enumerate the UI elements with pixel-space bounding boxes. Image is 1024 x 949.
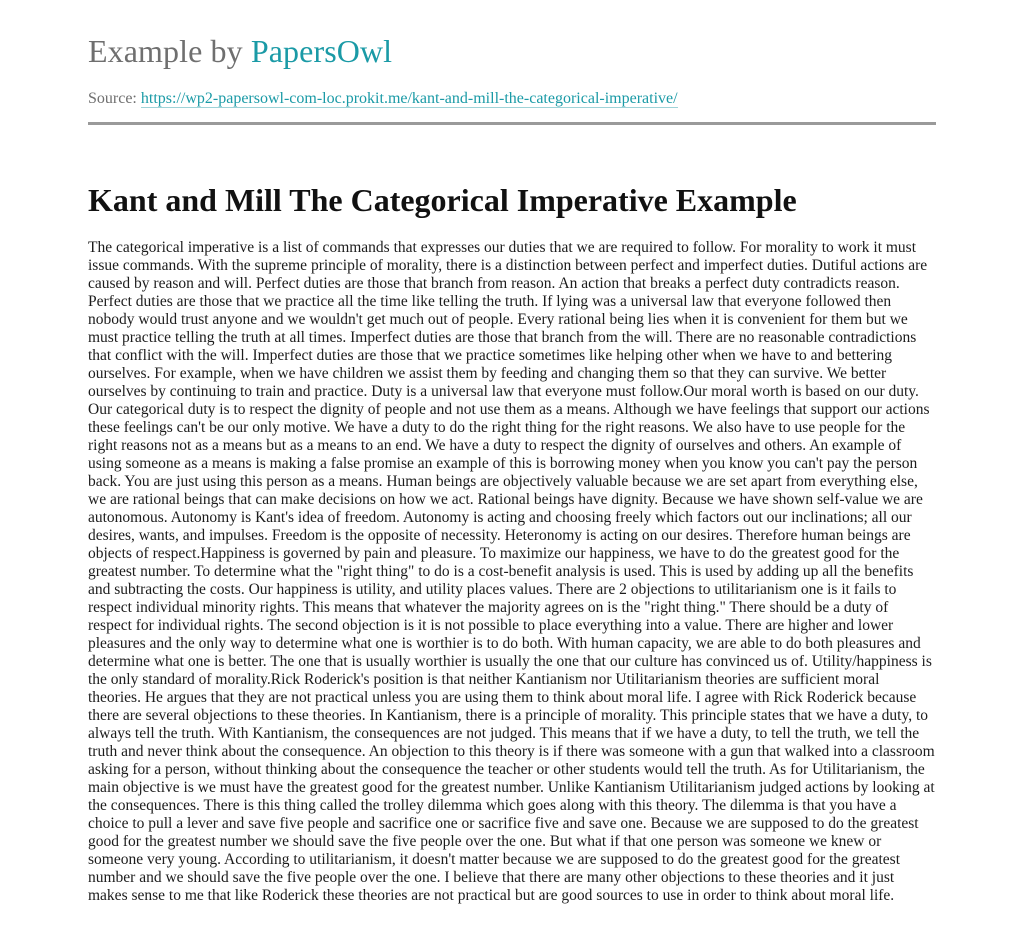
brand-prefix: Example by — [88, 33, 251, 69]
article-title: Kant and Mill The Categorical Imperative Example — [88, 182, 797, 218]
source-link[interactable]: https://wp2-papersowl-com-loc.prokit.me/kant-and-mill-the-categorical-imperative/ — [140, 90, 678, 107]
header-divider — [88, 122, 936, 125]
site-brand — [88, 32, 392, 70]
article-body: The categorical imperative is a list of commands that expresses our duties that we are required to follow. For morality to work it must issue commands. With the supreme principle of morality, there is a distinction between perfect and imperfect duties. Dutiful actions are caused by reason and will. Perfect duties are those that branch from reason. An action that breaks a perfect duty contradicts reason. Perfect duties are those that we practice all the time like telling the truth. If lying was a universal law that everyone followed then nobody would trust anyone and we wouldn't get much out of people. Every rational being lies when it is convenient for them but we must practice telling the truth at all times. Imperfect duties are those that branch from the will. There are no reasonable contradictions that conflict with the will. Imperfect duties are those that we practice sometimes like helping other when we have to and bettering ourselves. For example, when we have children we assist them by feeding and changing them so that they can survive. We better ourselves by continuing to train and practice. Duty is a universal law that everyone must follow.Our moral worth is based on our duty. Our categorical duty is to respect the dignity of people and not use them as a means. Although we have feelings that support our actions these feelings can't be our only motive. We have a duty to do the right thing for the right reasons. We also have to use people for the right reasons not as a means but as a means to an end. We have a duty to respect the dignity of ourselves and others. An example of using someone as a means is making a false promise an example of this is borrowing money when you know you can't pay the person back. You are just using this person as a means. Human beings are objectively valuable because we are set apart from everything else, we are rational beings that can make decisions on how we act. Rational beings have dignity. Because we have shown self-value we are autonomous. Autonomy is Kant's idea of freedom. Autonomy is acting and choosing freely which factors out our inclinations; all our desires, wants, and impulses. Freedom is the opposite of necessity. Heteronomy is acting on our desires. Therefore human beings are objects of respect.Happiness is governed by pain and pleasure. To maximize our happiness, we have to do the greatest good for the greatest number. To determine what the "right thing" to do is a cost-benefit analysis is used. This is used by adding up all the benefits and subtracting the costs. Our happiness is utility, and utility places values. There are 2 objections to utilitarianism one is it fails to respect individual minority rights. This means that whatever the majority agrees on is the "right thing." There should be a duty of respect for individual rights. The second objection is it is not possible to place everything into a value. There are higher and lower pleasures and the only way to determine what one is worthier is to do both. With human capacity, we are able to do both pleasures and determine what one is better. The one that is usually worthier is usually the one that our culture has convinced us of. Utility/happiness is the only standard of morality.Rick Roderick's position is that neither Kantianism nor Utilitarianism theories are sufficient moral theories. He argues that they are not practical unless you are using them to think about moral life. I agree with Rick Roderick because there are several objections to these theories. In Kantianism, there is a principle of morality. This principle states that we have a duty, to always tell the truth. With Kantianism, the consequences are not judged. This means that if we have a duty, to tell the truth, we tell the truth and never think about the consequence. An objection to this theory is if there was someone with a gun that walked into a classroom asking for a person, without thinking about the consequence the teacher or other students would tell the truth. As for Utilitarianism, the main objective is we must have the greatest good for the greatest number. Unlike Kantianism Utilitarianism judged actions by looking at the consequences. There is this thing called the trolley dilemma which goes along with this theory. The dilemma is that you have a choice to pull a lever and save five people and sacrifice one or sacrifice five and save one. Because we are supposed to do the greatest good for the greatest number we should save the five people over the one. But what if that one person was someone we knew or someone very young. According to utilitarianism, it doesn't matter because we are supposed to do the greatest good for the greatest number and we should save the five people over the one. I believe that there are many other objections to these theories and it just makes sense to me that like Roderick these theories are not practical but are good sources to use in order to think about moral life. — [88, 239, 935, 904]
source-label: Source: — [88, 90, 141, 107]
brand-link[interactable]: PapersOwl — [250, 33, 393, 69]
source-line — [88, 89, 678, 109]
